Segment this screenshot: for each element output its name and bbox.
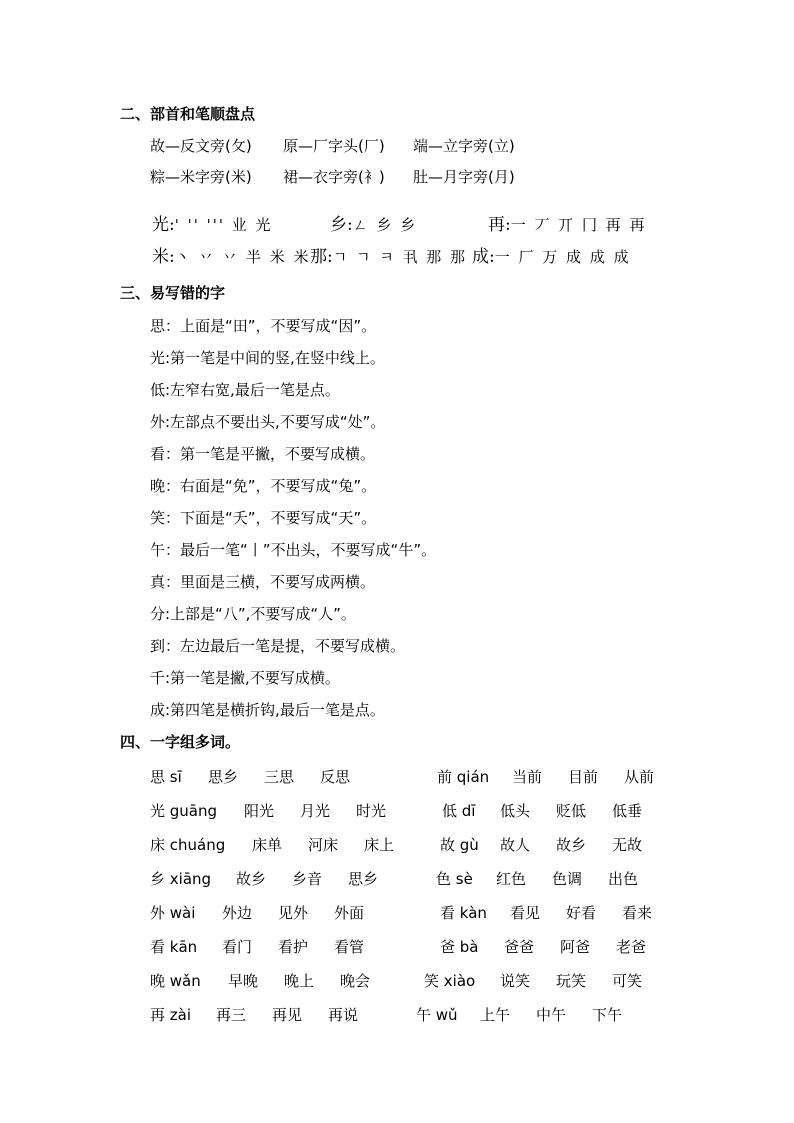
- radical-item: 裙—衣字旁(衤): [283, 168, 385, 186]
- stroke-order-cheng: [472, 242, 631, 267]
- word-group-word: 贬低: [556, 802, 587, 820]
- word-group-word: 晚上: [284, 972, 315, 990]
- word-group-word: 看管: [334, 938, 365, 956]
- word-group-word: 再见: [272, 1006, 303, 1024]
- word-group-word: 看护: [278, 938, 309, 956]
- list-item: 低:左窄右宽,最后一笔是点。: [150, 381, 340, 399]
- word-group-word: 中午: [536, 1006, 567, 1024]
- word-group-word: 出色: [608, 870, 639, 888]
- word-group-word: 目前: [568, 768, 599, 786]
- list-item: 真：里面是三横，不要写成两横。: [150, 573, 376, 591]
- word-group-word: 可笑: [612, 972, 643, 990]
- word-group-word: 从前: [624, 768, 655, 786]
- word-group-word: 玩笑: [556, 972, 587, 990]
- list-item: 外:左部点不要出头,不要写成“处”。: [150, 413, 386, 431]
- radical-item: 粽—米字旁(米): [150, 168, 252, 186]
- word-group-word: 看见: [510, 904, 541, 922]
- word-group-head: 再 zài: [150, 1006, 192, 1024]
- stroke-char: 光:: [152, 215, 175, 235]
- word-group-word: 三思: [264, 768, 295, 786]
- word-group-word: 晚会: [340, 972, 371, 990]
- stroke-char: 成:: [472, 247, 495, 267]
- word-group-word: 下午: [592, 1006, 623, 1024]
- stroke-sequence: 丶 丷 丷 半 米 米: [174, 248, 311, 266]
- word-group-word: 上午: [480, 1006, 511, 1024]
- word-group-head: 故 gù: [440, 836, 479, 854]
- word-group-head: 爸 bà: [440, 938, 479, 956]
- list-item: 晚：右面是“免”，不要写成“兔”。: [150, 477, 377, 495]
- word-group-head: 午 wǔ: [416, 1006, 458, 1024]
- list-item: 千:第一笔是撇,不要写成横。: [150, 669, 340, 687]
- stroke-char: 米:: [152, 247, 175, 267]
- word-group-word: 爸爸: [504, 938, 535, 956]
- stroke-sequence: ㄱ ㄱ ㅋ 丮 那 那: [332, 248, 468, 266]
- word-group-word: 再说: [328, 1006, 359, 1024]
- word-group-word: 时光: [356, 802, 387, 820]
- stroke-sequence: 一 丆 丌 冂 再 再: [510, 216, 647, 234]
- word-group-word: 无故: [612, 836, 643, 854]
- word-group-word: 反思: [320, 768, 351, 786]
- stroke-char: 那:: [310, 247, 333, 267]
- word-group-head: 晚 wǎn: [150, 972, 201, 990]
- word-group-word: 外面: [334, 904, 365, 922]
- stroke-sequence: ㄥ 乡 乡: [352, 216, 418, 234]
- stroke-order-zai: [488, 210, 647, 235]
- word-group-word: 故人: [500, 836, 531, 854]
- word-group-word: 床单: [252, 836, 283, 854]
- stroke-order-mi: [152, 242, 311, 267]
- word-group-word: 故乡: [556, 836, 587, 854]
- section-heading-word-groups: 四、一字组多词。: [120, 733, 241, 751]
- list-item: 笑：下面是“夭”，不要写成“天”。: [150, 509, 377, 527]
- word-group-head: 床 chuáng: [150, 836, 226, 854]
- word-group-word: 当前: [512, 768, 543, 786]
- radical-item: 端—立字旁(立): [413, 137, 515, 155]
- word-group-word: 老爸: [616, 938, 647, 956]
- word-group-word: 看门: [222, 938, 253, 956]
- section-heading-mistakes: 三、易写错的字: [120, 284, 226, 302]
- list-item: 看：第一笔是平撇，不要写成横。: [150, 445, 376, 463]
- stroke-order-guang: [152, 210, 273, 235]
- word-group-word: 低头: [500, 802, 531, 820]
- word-group-word: 阳光: [244, 802, 275, 820]
- word-group-head: 光 guāng: [150, 802, 218, 820]
- word-group-word: 外边: [222, 904, 253, 922]
- stroke-char: 乡:: [330, 215, 353, 235]
- word-group-word: 思乡: [208, 768, 239, 786]
- word-group-word: 阿爸: [560, 938, 591, 956]
- word-group-word: 色调: [552, 870, 583, 888]
- stroke-order-na: [310, 242, 467, 267]
- list-item: 午：最后一笔“丨”不出头，不要写成“牛”。: [150, 541, 437, 559]
- word-group-head: 外 wài: [150, 904, 196, 922]
- list-item: 到：左边最后一笔是提，不要写成横。: [150, 637, 406, 655]
- word-group-word: 红色: [496, 870, 527, 888]
- word-group-word: 月光: [300, 802, 331, 820]
- word-group-head: 色 sè: [436, 870, 473, 888]
- section-heading-radicals: 二、部首和笔顺盘点: [120, 105, 256, 123]
- stroke-sequence: 一 厂 万 成 成 成: [494, 248, 631, 266]
- radical-item: 故—反文旁(攵): [150, 137, 252, 155]
- word-group-word: 说笑: [500, 972, 531, 990]
- word-group-word: 早晚: [228, 972, 259, 990]
- word-group-word: 床上: [364, 836, 395, 854]
- word-group-head: 前 qián: [437, 768, 490, 786]
- word-group-word: 好看: [566, 904, 597, 922]
- word-group-head: 低 dī: [442, 802, 476, 820]
- word-group-word: 看来: [622, 904, 653, 922]
- radical-item: 肚—月字旁(月): [413, 168, 515, 186]
- word-group-word: 思乡: [348, 870, 379, 888]
- word-group-head: 看 kān: [150, 938, 198, 956]
- list-item: 光:第一笔是中间的竖,在竖中线上。: [150, 349, 385, 367]
- word-group-head: 乡 xiāng: [150, 870, 212, 888]
- word-group-word: 故乡: [236, 870, 267, 888]
- word-group-word: 乡音: [292, 870, 323, 888]
- word-group-word: 再三: [216, 1006, 247, 1024]
- stroke-char: 再:: [488, 215, 511, 235]
- word-group-head: 思 sī: [150, 768, 182, 786]
- list-item: 分:上部是“八”,不要写成“人”。: [150, 605, 356, 623]
- list-item: 成:第四笔是横折钩,最后一笔是点。: [150, 701, 385, 719]
- stroke-sequence: ꞌ ꞌꞌ ꞌꞌꞌ 业 光: [174, 216, 273, 234]
- word-group-head: 笑 xiào: [424, 972, 476, 990]
- word-group-word: 低垂: [612, 802, 643, 820]
- list-item: 思：上面是“田”，不要写成“因”。: [150, 317, 377, 335]
- stroke-order-xiang: [330, 210, 417, 235]
- word-group-word: 河床: [308, 836, 339, 854]
- radical-item: 原—厂字头(厂): [283, 137, 385, 155]
- word-group-word: 见外: [278, 904, 309, 922]
- word-group-head: 看 kàn: [440, 904, 487, 922]
